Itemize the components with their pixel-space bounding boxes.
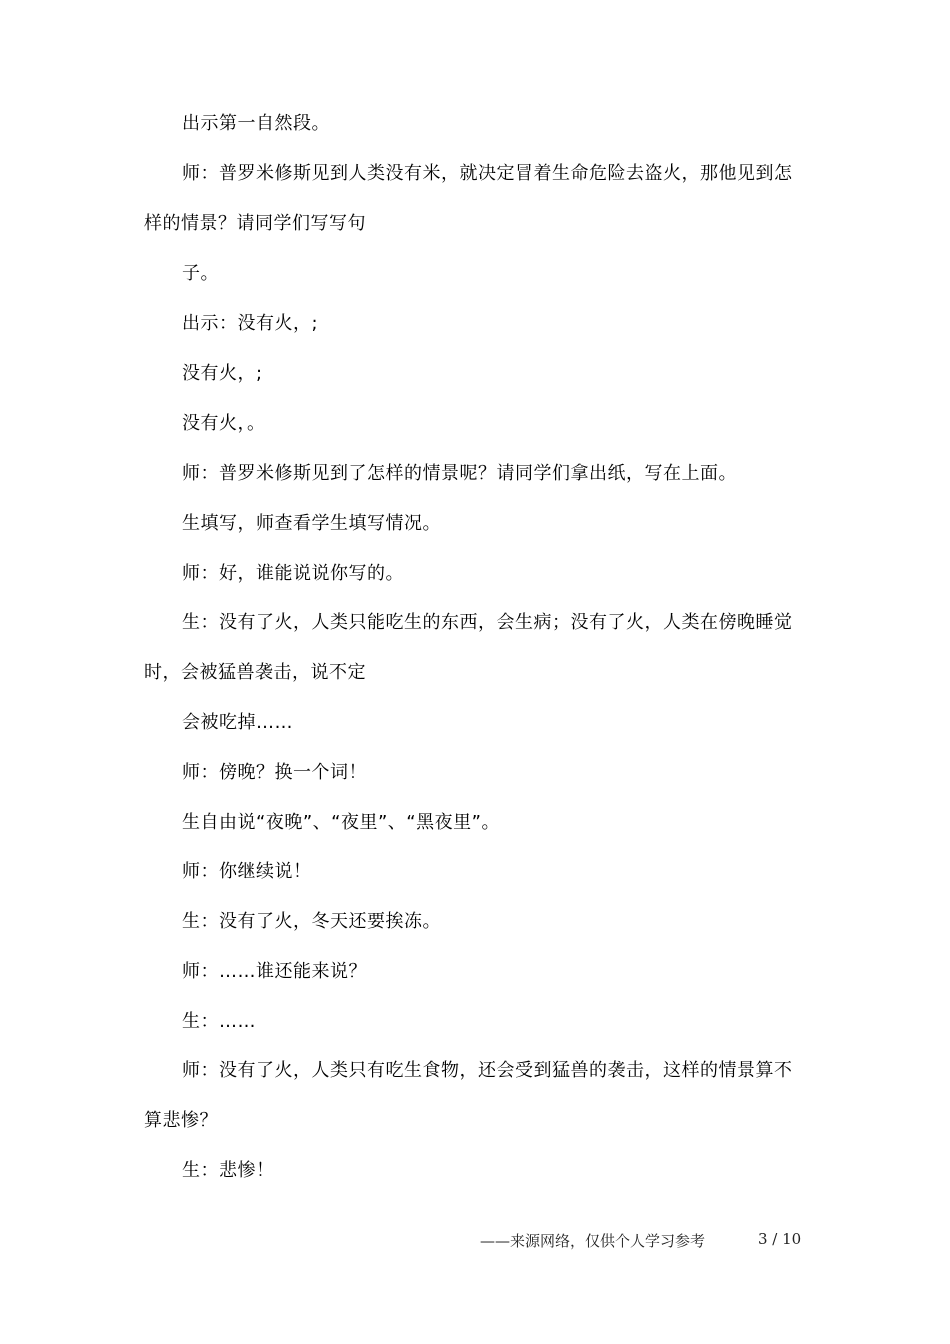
paragraph-line: 算悲惨？ xyxy=(144,1110,218,1131)
footer-source-note: ——来源网络，仅供个人学习参考 xyxy=(480,1232,706,1250)
paragraph-line: 生：没有了火，冬天还要挨冻。 xyxy=(182,911,441,932)
paragraph-line: 出示：没有火，; xyxy=(182,313,319,334)
paragraph-line: 师：没有了火，人类只有吃生食物，还会受到猛兽的袭击，这样的情景算不 xyxy=(182,1060,793,1081)
paragraph-line: 生：悲惨！ xyxy=(182,1160,275,1181)
paragraph-line: 师：好，谁能说说你写的。 xyxy=(182,563,404,584)
paragraph-line: 师：……谁还能来说？ xyxy=(182,961,367,982)
paragraph-line: 生填写，师查看学生填写情况。 xyxy=(182,513,441,534)
paragraph-line: 师：你继续说！ xyxy=(182,861,312,882)
paragraph-line: 没有火，。 xyxy=(182,413,266,434)
paragraph-line: 生自由说“夜晚”、“夜里”、“黑夜里”。 xyxy=(182,812,500,833)
paragraph-line: 生：没有了火，人类只能吃生的东西，会生病；没有了火，人类在傍晚睡觉 xyxy=(182,612,793,633)
paragraph-line: 没有火，; xyxy=(182,363,263,384)
paragraph-line: 出示第一自然段。 xyxy=(182,113,330,134)
paragraph-line: 子。 xyxy=(182,263,219,284)
paragraph-line: 样的情景？请同学们写写句 xyxy=(144,213,366,234)
paragraph-line: 师：傍晚？换一个词！ xyxy=(182,762,367,783)
paragraph-line: 师：普罗米修斯见到人类没有米，就决定冒着生命危险去盗火，那他见到怎 xyxy=(182,163,793,184)
paragraph-line: 生：…… xyxy=(182,1011,256,1032)
page-number: 3 / 10 xyxy=(758,1230,802,1248)
paragraph-line: 会被吃掉…… xyxy=(182,712,293,733)
paragraph-line: 师：普罗米修斯见到了怎样的情景呢？请同学们拿出纸，写在上面。 xyxy=(182,463,737,484)
paragraph-line: 时，会被猛兽袭击，说不定 xyxy=(144,662,366,683)
